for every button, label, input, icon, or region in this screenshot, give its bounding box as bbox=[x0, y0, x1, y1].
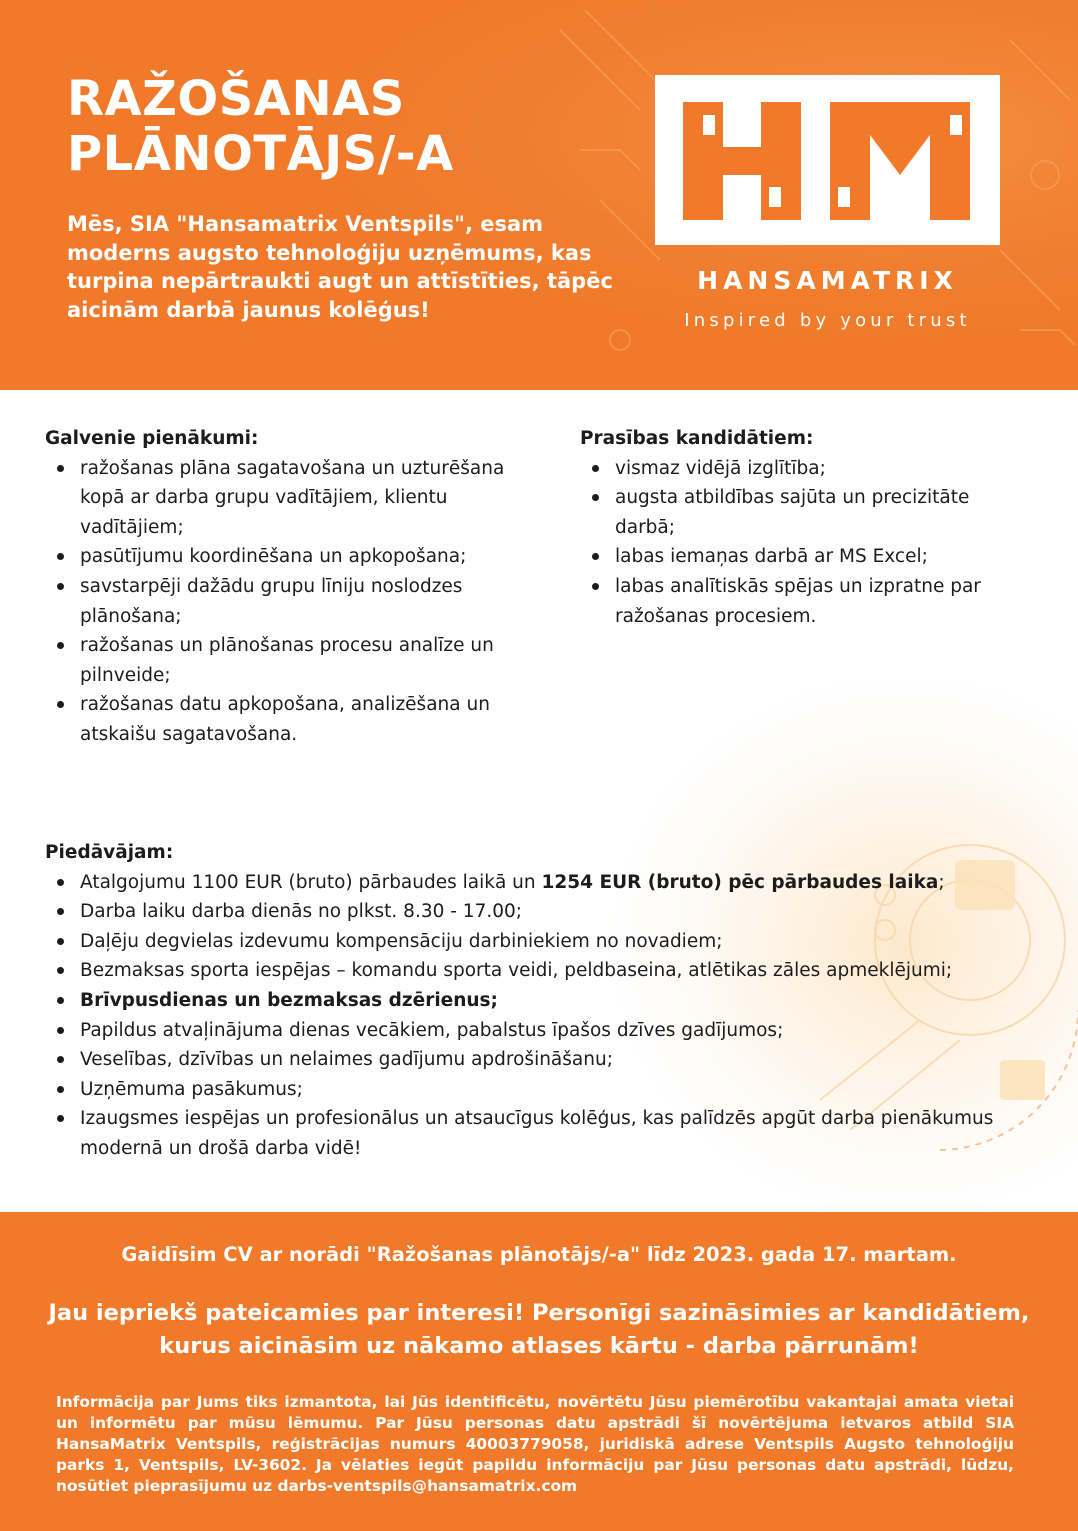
duty-item: ražošanas plāna sagatavošana un uzturēšana kopā ar darba grupu vadītājiem, klientu vadītājiem; bbox=[45, 454, 535, 543]
offer-item-events: Uzņēmuma pasākumus; bbox=[45, 1075, 1045, 1105]
duties-heading: Galvenie pienākumi: bbox=[45, 428, 259, 449]
requirements-section bbox=[580, 424, 1000, 631]
application-deadline: Gaidīsim CV ar norādi "Ražošanas plānotājs/-a" līdz 2023. gada 17. martam. bbox=[121, 1243, 957, 1266]
requirement-item: vismaz vidējā izglītība; bbox=[580, 454, 1000, 484]
job-title-line2: PLĀNOTĀJS/-A bbox=[67, 126, 454, 182]
thanks-message: Jau iepriekš pateicamies par interesi! Personīgi sazināsimies ar kandidātiem, kurus aicināsim uz nākamo atlases kārtu - darba pārrunām! bbox=[48, 1300, 1030, 1359]
requirements-heading: Prasības kandidātiem: bbox=[580, 428, 814, 449]
salary-after-probation: 1254 EUR (bruto) pēc pārbaudes laika bbox=[541, 871, 939, 893]
company-intro: Mēs, SIA "Hansamatrix Ventspils", esam moderns augsto tehnoloģiju uzņēmums, kas turpina nepārtraukti augt un attīstīties, tāpēc aicinām darbā jaunus kolēģus! bbox=[67, 212, 613, 322]
brand-tagline: Inspired by your trust bbox=[684, 310, 971, 331]
salary-suffix: ; bbox=[938, 871, 945, 893]
offer-item-leave: Papildus atvaļinājuma dienas vecākiem, pabalstus īpašos dzīves gadījumos; bbox=[45, 1016, 1045, 1046]
offer-item-sports: Bezmaksas sporta iespējas – komandu sporta veidi, peldbaseina, atlētikas zāles apmeklējumi; bbox=[45, 956, 1045, 986]
offer-heading: Piedāvājam: bbox=[45, 842, 174, 863]
requirements-list bbox=[580, 454, 1000, 632]
duty-item: ražošanas un plānošanas procesu analīze un pilnveide; bbox=[45, 631, 535, 690]
requirement-item: augsta atbildības sajūta un precizitāte darbā; bbox=[580, 483, 1000, 542]
duty-item: pasūtījumu koordinēšana un apkopošana; bbox=[45, 542, 535, 572]
offer-item-salary bbox=[45, 868, 1045, 898]
duty-item: ražošanas datu apkopošana, analizēšana un atskaišu sagatavošana. bbox=[45, 690, 535, 749]
footer-banner bbox=[0, 1212, 1078, 1531]
offer-section bbox=[45, 838, 1045, 1164]
salary-text: Atalgojumu 1100 EUR (bruto) pārbaudes laikā un bbox=[80, 871, 542, 893]
job-title bbox=[67, 72, 627, 182]
offer-item-lunch: Brīvpusdienas un bezmaksas dzērienus; bbox=[45, 986, 1045, 1016]
job-title-line1: RAŽOŠANAS bbox=[67, 71, 405, 127]
offer-item-hours: Darba laiku darba dienās no plkst. 8.30 - 17.00; bbox=[45, 897, 1045, 927]
header-banner bbox=[0, 0, 1078, 390]
requirement-item: labas iemaņas darbā ar MS Excel; bbox=[580, 542, 1000, 572]
hm-logo bbox=[655, 75, 1000, 245]
offer-item-fuel: Daļēju degvielas izdevumu kompensāciju darbiniekiem no novadiem; bbox=[45, 927, 1045, 957]
duties-section bbox=[45, 424, 535, 750]
brand-name: HANSAMATRIX bbox=[697, 266, 958, 295]
privacy-notice: Informācija par Jums tiks izmantota, lai Jūs identificētu, novērtētu Jūsu piemērotību vakantajai amata vietai un informētu par mūsu lēmumu. Par Jūsu personas datu apstrādi šī novērtējuma ietvaros atbild SIA HansaMatrix Ventspils, reģistrācijas numurs 40003779058, juridiskā adrese Ventspils Augsto tehnoloģiju parks 1, Ventspils, LV-3602. Ja vēlaties iegūt papildu informāciju par Jūsu personas datu apstrādi, lūdzu, nosūtiet pieprasījumu uz darbs-ventspils@hansamatrix.com bbox=[56, 1393, 1014, 1495]
requirement-item: labas analītiskās spējas un izpratne par ražošanas procesiem. bbox=[580, 572, 1000, 631]
offer-item-insurance: Veselības, dzīvības un nelaimes gadījumu apdrošināšanu; bbox=[45, 1045, 1045, 1075]
offer-item-growth: Izaugsmes iespējas un profesionālus un atsaucīgus kolēģus, kas palīdzēs apgūt darba pienākumus modernā un drošā darba vidē! bbox=[45, 1104, 1045, 1163]
offer-list bbox=[45, 868, 1045, 1164]
duties-list bbox=[45, 454, 535, 750]
hm-logo-mark bbox=[655, 75, 1000, 245]
duty-item: savstarpēji dažādu grupu līniju noslodzes plānošana; bbox=[45, 572, 535, 631]
